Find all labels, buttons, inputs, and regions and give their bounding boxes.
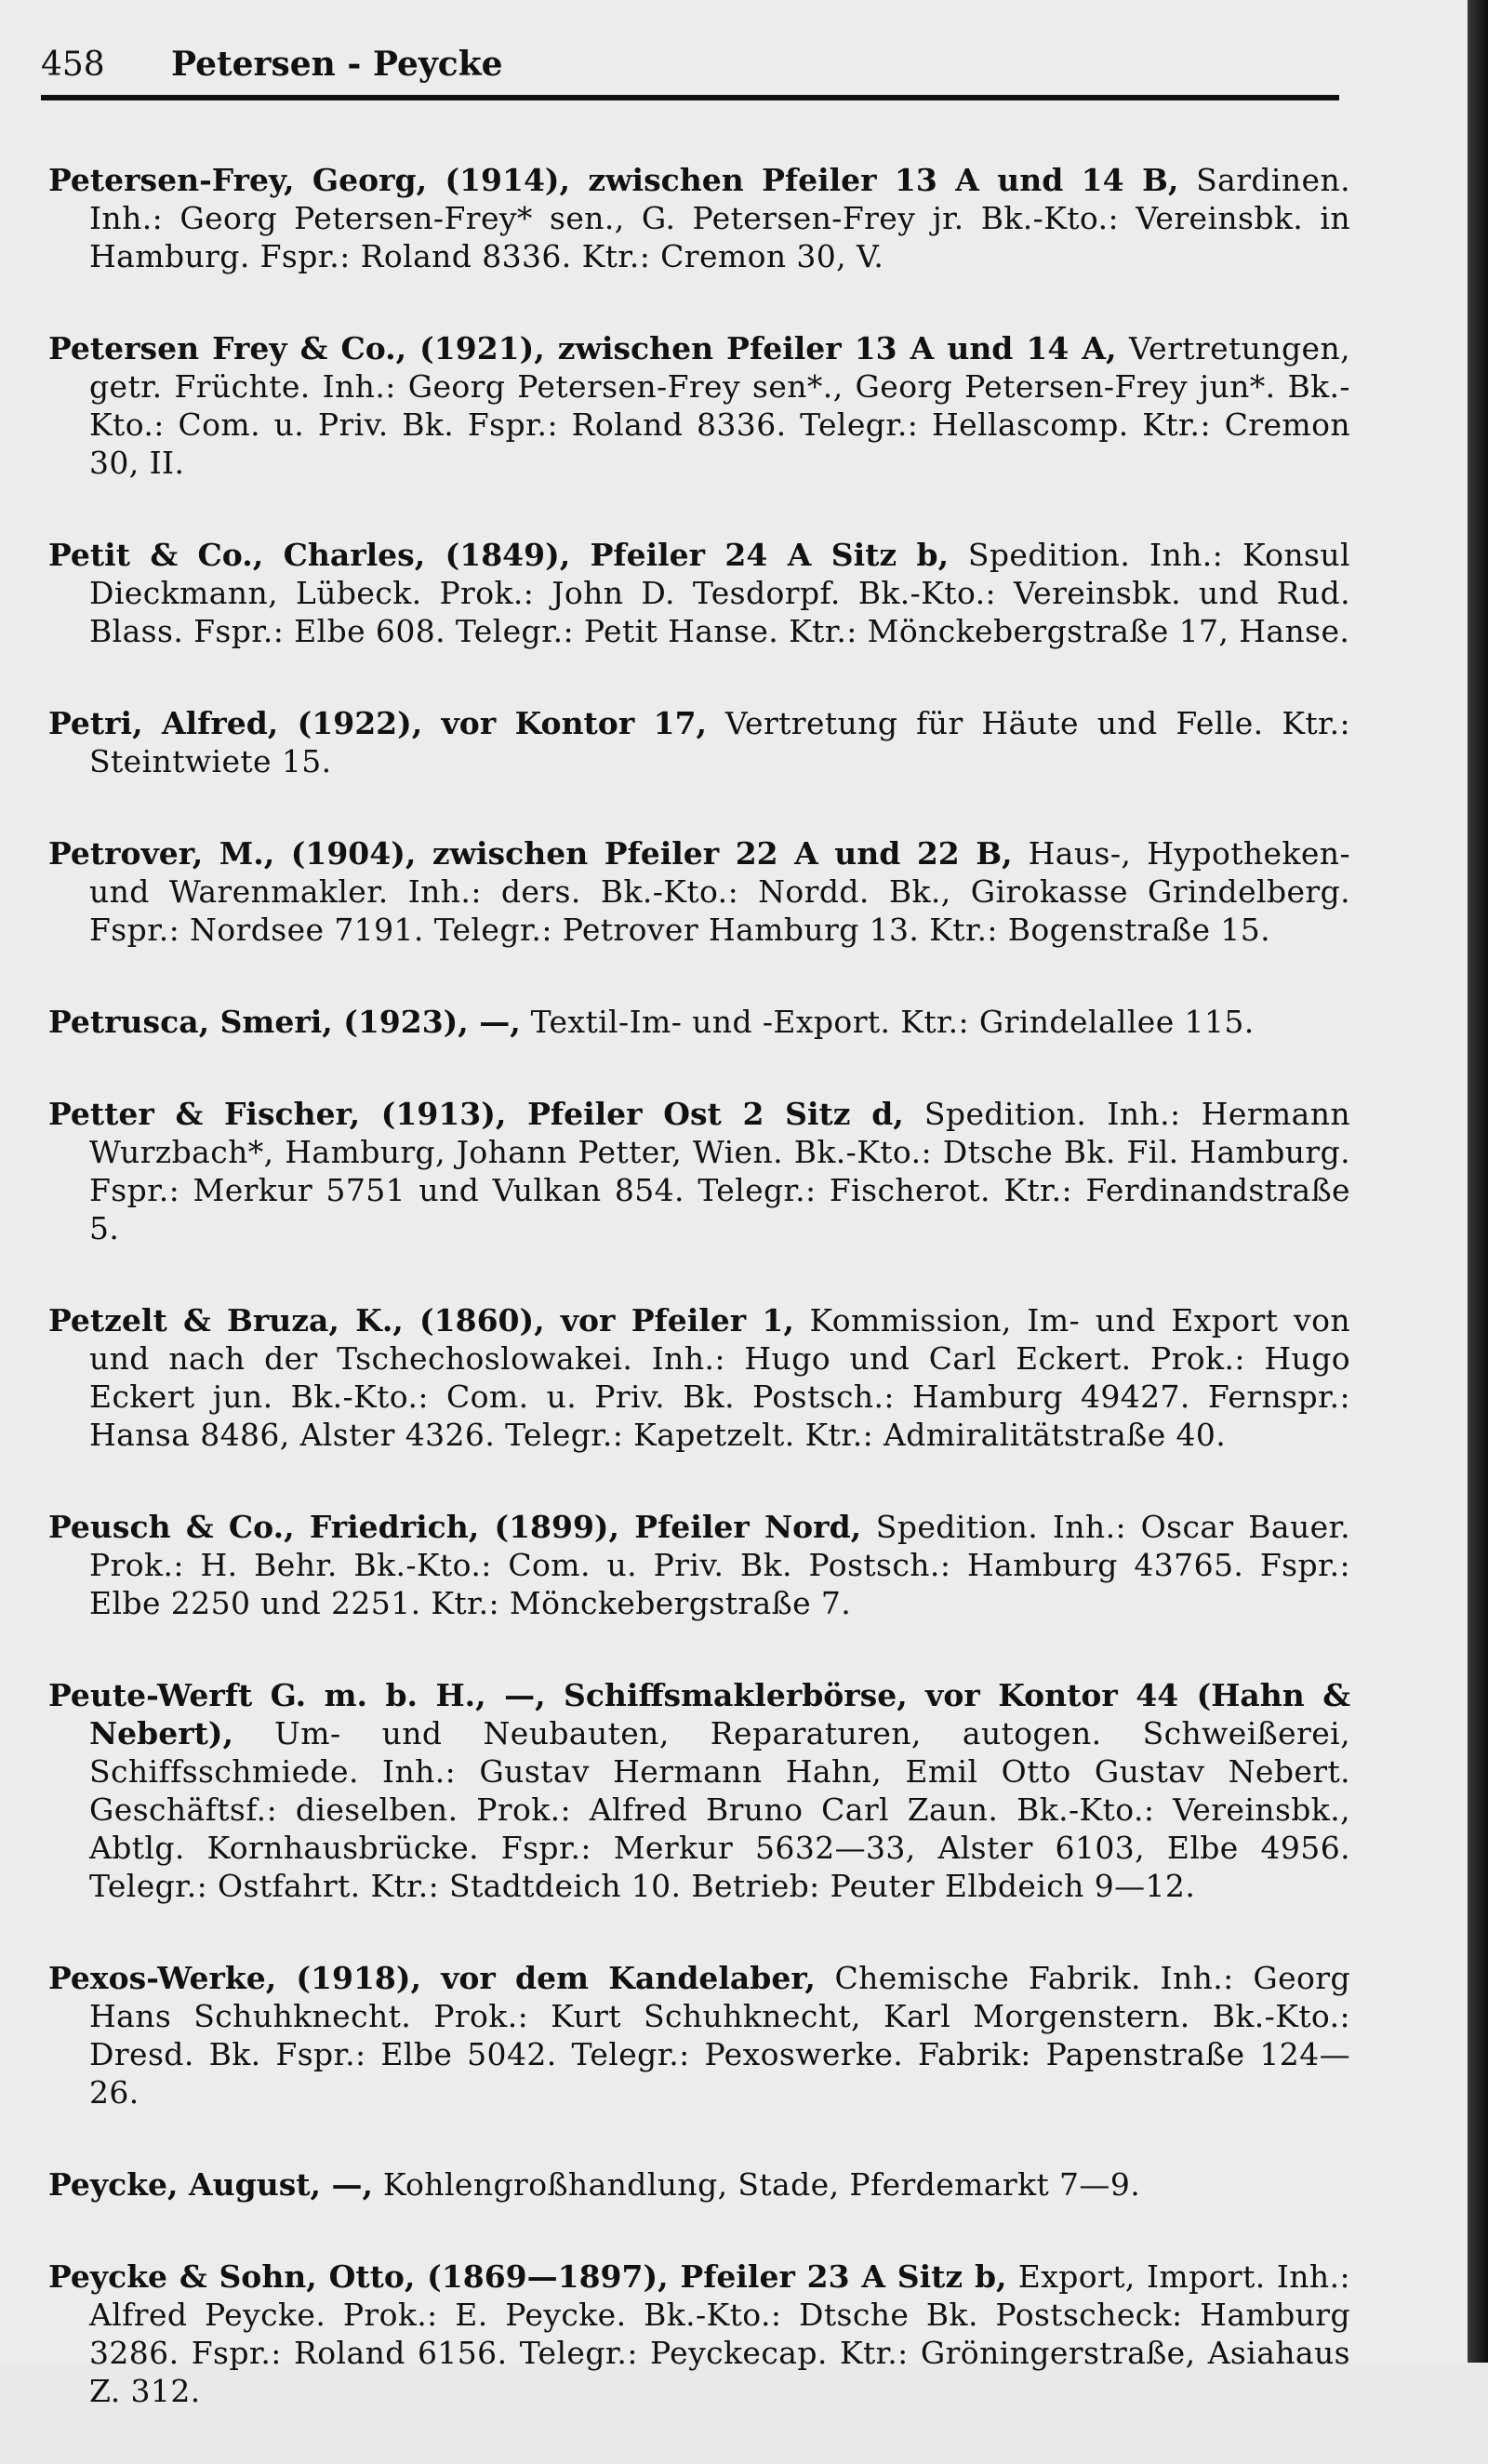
header-rule xyxy=(41,95,1339,100)
directory-entry xyxy=(48,834,1350,949)
entry-heading: Petzelt & Bruza, K., (1860), vor Pfeiler 1, xyxy=(48,1302,794,1339)
entry-text: Textil-Im- und -Export. Ktr.: Grindelallee 115. xyxy=(520,1004,1255,1040)
entry-text: Spedition. Inh.: Oscar Bauer. Prok.: H. Behr. Bk.-Kto.: Com. u. Priv. Bk. Postsch.: Hamburg 43765. Fspr.: Elbe 2250 und 2251. Ktr.: Mönckebergstraße 7. xyxy=(89,1509,1350,1621)
entry-text: Spedition. Inh.: Hermann Wurzbach*, Hamburg, Johann Petter, Wien. Bk.-Kto.: Dtsche Bk. Fil. Hamburg. Fspr.: Merkur 5751 und Vulkan 854. Telegr.: Fischerot. Ktr.: Ferdinandstraße 5. xyxy=(89,1096,1351,1246)
entry-text: Vertretung für Häute und Felle. Ktr.: Steintwiete 15. xyxy=(89,705,1350,779)
page-title: Petersen - Peycke xyxy=(171,45,503,84)
entry-heading: Petri, Alfred, (1922), vor Kontor 17, xyxy=(48,705,708,741)
directory-entry xyxy=(48,1003,1350,1041)
entry-text: Chemische Fabrik. Inh.: Georg Hans Schuhknecht. Prok.: Kurt Schuhknecht, Karl Morgenstern. Bk.-Kto.: Dresd. Bk. Fspr.: Elbe 5042. Telegr.: Pexoswerke. Fabrik: Papenstraße 124—26. xyxy=(89,1960,1350,2111)
directory-entry xyxy=(48,1959,1350,2111)
directory-entry xyxy=(48,329,1350,482)
entry-list xyxy=(48,130,1350,2464)
entry-text: Haus-, Hypotheken- und Warenmakler. Inh.: ders. Bk.-Kto.: Nordd. Bk., Girokasse Grindelberg. Fspr.: Nordsee 7191. Telegr.: Petrover Hamburg 13. Ktr.: Bogenstraße 15. xyxy=(89,835,1350,948)
directory-entry xyxy=(48,1095,1350,1247)
directory-entry xyxy=(48,1301,1350,1454)
entry-heading: Peycke, August, —, xyxy=(48,2166,373,2203)
directory-entry xyxy=(48,161,1350,275)
page-number: 458 xyxy=(41,46,105,84)
entry-heading: Pexos-Werke, (1918), vor dem Kandelaber, xyxy=(48,1960,816,1996)
entry-heading: Peute-Werft G. m. b. H., —, Schiffsmaklerbörse, vor Kontor 44 (Hahn & Nebert), xyxy=(48,1677,1350,1751)
page-header xyxy=(41,45,1343,84)
page-binding-edge xyxy=(1468,0,1488,2363)
entry-heading: Petersen-Frey, Georg, (1914), zwischen Pfeiler 13 A und 14 B, xyxy=(48,162,1179,198)
directory-entry xyxy=(48,1676,1350,1905)
directory-entry xyxy=(48,536,1350,650)
entry-text: Kommission, Im- und Export von und nach der Tschechoslowakei. Inh.: Hugo und Carl Eckert. Prok.: Hugo Eckert jun. Bk.-Kto.: Com. u. Priv. Bk. Postsch.: Hamburg 49427. Fernspr.: Hansa 8486, Alster 4326. Telegr.: Kapetzelt. Ktr.: Admiralitätstraße 40. xyxy=(89,1302,1351,1453)
entry-text: Export, Import. Inh.: Alfred Peycke. Prok.: E. Peycke. Bk.-Kto.: Dtsche Bk. Postscheck: Hamburg 3286. Fspr.: Roland 6156. Telegr.: Peyckecap. Ktr.: Gröningerstraße, Asiahaus Z. 312. xyxy=(89,2258,1350,2409)
entry-heading: Petrusca, Smeri, (1923), —, xyxy=(48,1004,521,1040)
entry-heading: Petersen Frey & Co., (1921), zwischen Pfeiler 13 A und 14 A, xyxy=(48,330,1117,366)
directory-entry xyxy=(48,704,1350,780)
entry-heading: Petit & Co., Charles, (1849), Pfeiler 24 A Sitz b, xyxy=(48,537,950,573)
entry-text: Kohlengroßhandlung, Stade, Pferdemarkt 7—9. xyxy=(372,2166,1141,2203)
entry-text: Sardinen. Inh.: Georg Petersen-Frey* sen., G. Petersen-Frey jr. Bk.-Kto.: Vereinsbk. in Hamburg. Fspr.: Roland 8336. Ktr.: Cremon 30, V. xyxy=(89,162,1350,274)
entry-heading: Petrover, M., (1904), zwischen Pfeiler 22 A und 22 B, xyxy=(48,835,1013,872)
entry-heading: Peusch & Co., Friedrich, (1899), Pfeiler Nord, xyxy=(48,1509,862,1545)
entry-text: Vertretungen, getr. Früchte. Inh.: Georg Petersen-Frey sen*., Georg Petersen-Frey jun*. Bk.-Kto.: Com. u. Priv. Bk. Fspr.: Roland 8336. Telegr.: Hellascomp. Ktr.: Cremon 30, II. xyxy=(89,330,1350,481)
directory-entry xyxy=(48,2165,1350,2204)
entry-heading: Petter & Fischer, (1913), Pfeiler Ost 2 Sitz d, xyxy=(48,1096,904,1132)
entry-text: Spedition. Inh.: Konsul Dieckmann, Lübeck. Prok.: John D. Tesdorpf. Bk.-Kto.: Vereinsbk. und Rud. Blass. Fspr.: Elbe 608. Telegr.: Petit Hanse. Ktr.: Mönckebergstraße 17, Hanse. xyxy=(89,537,1350,649)
directory-entry xyxy=(48,1508,1350,1622)
entry-heading: Peycke & Sohn, Otto, (1869—1897), Pfeiler 23 A Sitz b, xyxy=(48,2258,1007,2295)
entry-text: Um- und Neubauten, Reparaturen, autogen. Schweißerei, Schiffsschmiede. Inh.: Gustav Hermann Hahn, Emil Otto Gustav Nebert. Geschäftsf.: dieselben. Prok.: Alfred Bruno Carl Zaun. Bk.-Kto.: Vereinsbk., Abtlg. Kornhausbrücke. Fspr.: Merkur 5632—33, Alster 6103, Elbe 4956. Telegr.: Ostfahrt. Ktr.: Stadtdeich 10. Betrieb: Peuter Elbdeich 9—12. xyxy=(89,1715,1350,1904)
directory-entry xyxy=(48,2258,1350,2410)
